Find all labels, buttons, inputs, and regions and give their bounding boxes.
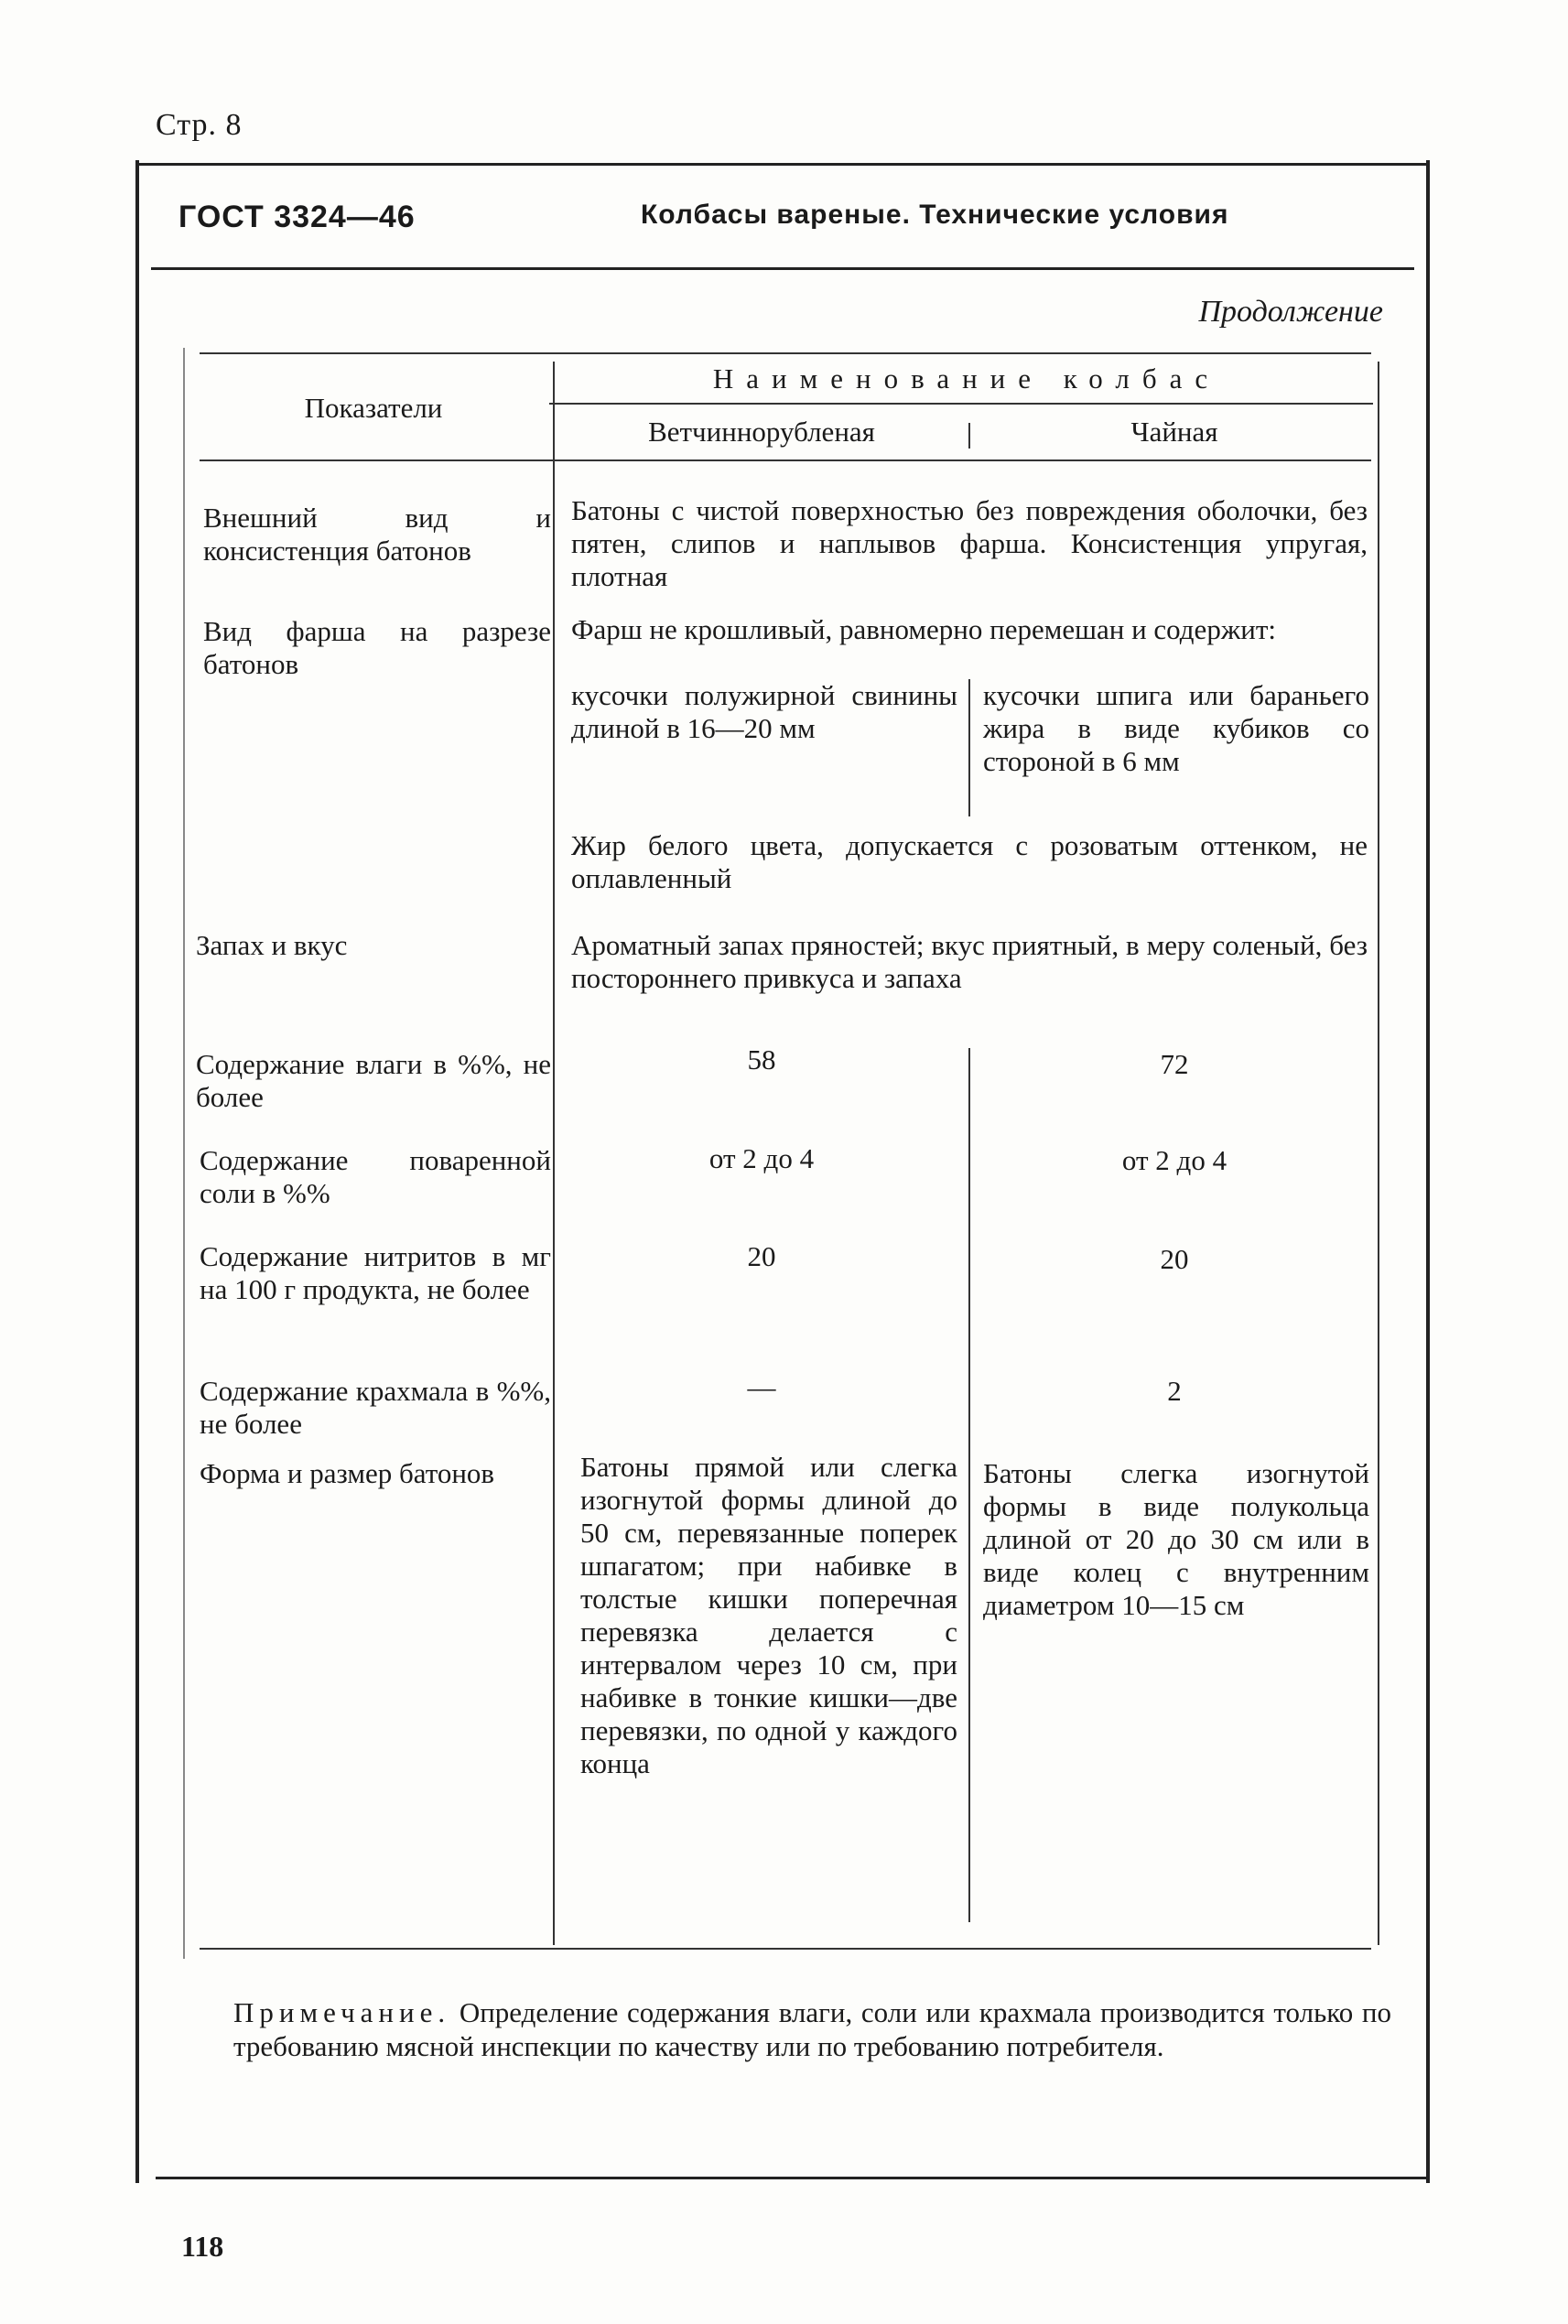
row-starch-indicator: Содержание крахмала в %%, не более bbox=[200, 1375, 551, 1440]
row-cut-intro: Фарш не крошливый, равномерно перемешан и содержит: bbox=[571, 613, 1276, 645]
right-margin-rule bbox=[1426, 160, 1430, 2183]
row-smell-indicator: Запах и вкус bbox=[196, 929, 348, 961]
table-right-rule bbox=[1378, 362, 1379, 1945]
header-bottom-rule bbox=[151, 267, 1414, 270]
document-title: Колбасы вареные. Технические условия bbox=[641, 200, 1229, 230]
row-starch-col-2: 2 bbox=[1167, 1375, 1182, 1407]
row-salt-col-2: от 2 до 4 bbox=[1121, 1144, 1227, 1176]
row-smell-common: Ароматный запах пряностей; вкус приятный, в меру соленый, без постороннего привкуса и запаха bbox=[571, 929, 1368, 994]
row-salt-indicator: Содержание поваренной соли в %% bbox=[200, 1144, 551, 1209]
indicator-header: Показатели bbox=[304, 392, 443, 424]
table-bottom-rule bbox=[200, 1948, 1371, 1950]
page-label: Стр. 8 bbox=[156, 108, 243, 142]
row-nitrites-col-2: 20 bbox=[1160, 1243, 1189, 1275]
row-appearance-indicator: Внешний вид и консистенция батонов bbox=[203, 502, 551, 567]
standard-code: ГОСТ 3324—46 bbox=[178, 200, 416, 234]
header-top-rule bbox=[135, 163, 1430, 166]
row-moisture-col-1: 58 bbox=[747, 1043, 776, 1076]
note-label: Примечание. bbox=[233, 1996, 451, 2028]
column-separator-2a bbox=[968, 679, 970, 816]
column-separator-2b bbox=[968, 1048, 970, 1922]
row-cut-indicator: Вид фарша на разрезе батонов bbox=[203, 615, 551, 680]
row-shape-indicator: Форма и размер батонов bbox=[200, 1457, 495, 1489]
row-cut-col-1: кусочки полужирной свинины длиной в 16—20 мм bbox=[571, 679, 957, 744]
note-text: Определение содержания влаги, соли или крахмала производится только по требованию мясной инспекции по качеству или по требованию потребителя. bbox=[233, 1996, 1392, 2062]
row-shape-col-2: Батоны слегка изогнутой формы в виде полукольца длиной от 20 до 30 см или в виде колец с внутренним диаметром 10—15 см bbox=[983, 1457, 1369, 1621]
group-header: Наименование колбас bbox=[712, 362, 1221, 395]
column-separator-1 bbox=[553, 362, 555, 1945]
row-moisture-col-2: 72 bbox=[1160, 1048, 1189, 1080]
page-number: 118 bbox=[181, 2230, 224, 2263]
left-margin-rule bbox=[135, 160, 139, 2183]
header-bottom-table-rule bbox=[200, 459, 1371, 461]
col-2-header: Чайная bbox=[1130, 416, 1218, 448]
row-cut-col-2: кусочки шпига или бараньего жира в виде кубиков со стороной в 6 мм bbox=[983, 679, 1369, 777]
note bbox=[233, 1995, 1391, 2063]
subheader-separator bbox=[968, 423, 970, 449]
row-shape-col-1: Батоны прямой или слегка изогнутой формы длиной до 50 см, перевязанные поперек шпагатом; при набивке в толстые кишки поперечная перевязка делается с интервалом через 10 см, при набивке в тонкие кишки—две перевязки, по одной у каждого конца bbox=[580, 1451, 957, 1779]
col-1-header: Ветчиннорубленая bbox=[648, 416, 875, 448]
group-header-rule bbox=[549, 403, 1373, 405]
row-cut-outro: Жир белого цвета, допускается с розоватым оттенком, не оплавленный bbox=[571, 829, 1368, 894]
continuation-label: Продолжение bbox=[1198, 295, 1383, 329]
row-moisture-indicator: Содержание влаги в %%, не более bbox=[196, 1048, 551, 1113]
table-left-rule bbox=[183, 348, 185, 1959]
row-starch-col-1: — bbox=[747, 1371, 776, 1403]
row-nitrites-indicator: Содержание нитритов в мг на 100 г продукта, не более bbox=[200, 1240, 551, 1305]
table-top-rule bbox=[200, 352, 1371, 354]
row-nitrites-col-1: 20 bbox=[747, 1240, 776, 1272]
row-appearance-common: Батоны с чистой поверхностью без повреждения оболочки, без пятен, слипов и наплывов фарша. Консистенция упругая, плотная bbox=[571, 494, 1368, 592]
row-salt-col-1: от 2 до 4 bbox=[708, 1142, 815, 1174]
footer-rule bbox=[156, 2177, 1430, 2179]
